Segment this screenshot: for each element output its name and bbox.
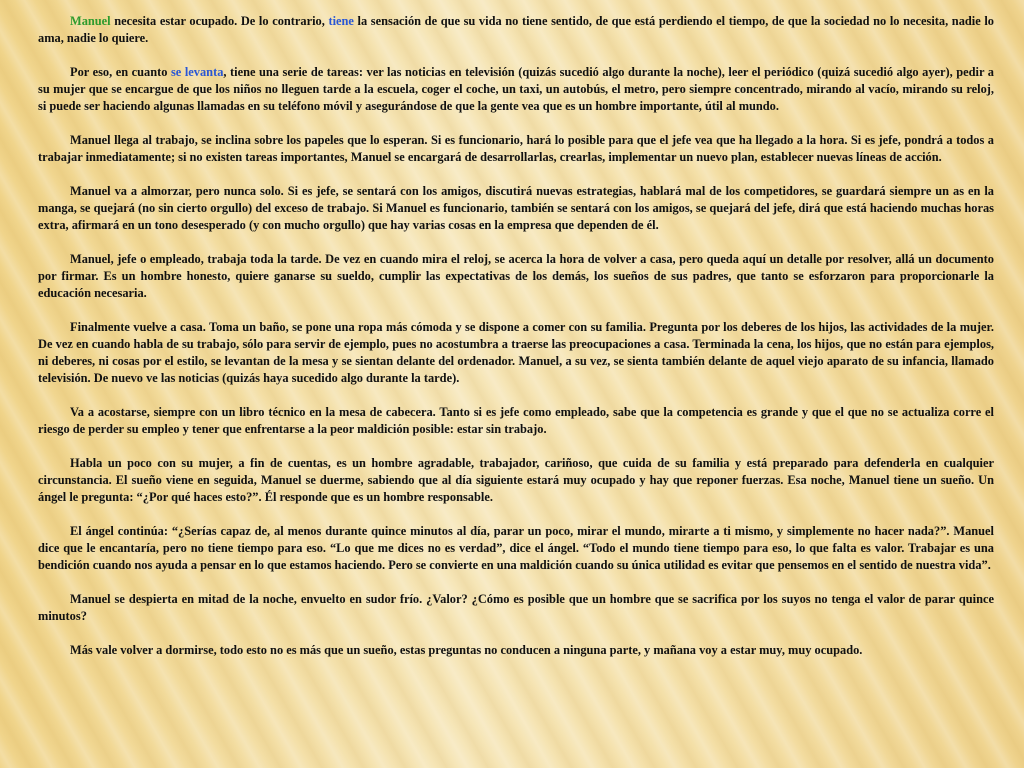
paragraph-5: Manuel, jefe o empleado, trabaja toda la tarde. De vez en cuando mira el reloj, se acerca la hora de volver a casa, pero queda aquí un detalle por resolver, allá un documento por firmar. Es un hombre honesto, quiere ganarse su sueldo, cumplir las expectativas de los demás, los sueños de sus padres, que tanto se esforzaron para proporcionarle la educación necesaria. bbox=[38, 252, 994, 300]
highlight-se-levanta: se levanta bbox=[170, 65, 224, 79]
paragraph-4: Manuel va a almorzar, pero nunca solo. Si es jefe, se sentará con los amigos, discutirá nuevas estrategias, hablará mal de los competidores, se guardará siempre un as en la manga, se quejará (no sin cierto orgullo) del exceso de trabajo. Si Manuel es funcionario, también se sentará con los amigos, se quejará del jefe, dirá que está haciendo muchas horas extra, afirmará en un tono desesperado (y con mucho orgullo) que hay varias cosas en la empresa que dependen de él. bbox=[38, 184, 994, 232]
paragraph-text: , tiene una serie de tareas: ver las noticias en televisión (quizás sucedió algo durante la noche), leer el periódico (quizá sucedió algo ayer), pedir a su mujer que se encargue de que los niños no lleguen tarde a la escuela, coger el coche, un taxi, un autobús, el metro, pero siempre concentrado, mirando al vacío, mirando su reloj, si puede ser haciendo algunas llamadas en su teléfono móvil y asegurándose de que la gente vea que es un hombre importante, útil al mundo. bbox=[38, 65, 994, 113]
paragraph-3: Manuel llega al trabajo, se inclina sobre los papeles que lo esperan. Si es funcionario, hará lo posible para que el jefe vea que ha llegado a la hora. Si es jefe, pondrá a todos a trabajar inmediatamente; si no existen tareas importantes, Manuel se encargará de desarrollarlas, crearlas, implementar un nuevo plan, establecer nuevas líneas de acción. bbox=[38, 133, 994, 164]
paragraph-11: Más vale volver a dormirse, todo esto no es más que un sueño, estas preguntas no conducen a ninguna parte, y mañana voy a estar muy, muy ocupado. bbox=[70, 643, 863, 657]
paragraph-2 bbox=[38, 64, 994, 115]
paragraph-text: la sensación de que su vida no tiene sentido, de que está perdiendo el tiempo, de que la sociedad no lo necesita, nadie lo ama, nadie lo quiere. bbox=[38, 14, 994, 45]
highlight-manuel: Manuel bbox=[70, 14, 111, 28]
paragraph-6: Finalmente vuelve a casa. Toma un baño, se pone una ropa más cómoda y se dispone a comer con su familia. Pregunta por los deberes de los hijos, las actividades de la mujer. De vez en cuando habla de su trabajo, sólo para servir de ejemplo, pues no acostumbra a traerse las preocupaciones a casa. Terminada la cena, los hijos, que no están para ejemplos, ni deberes, ni cosas por el estilo, se levantan de la mesa y se sientan delante del ordenador. Manuel, a su vez, se sienta también delante de aquel viejo aparato de su infancia, llamado televisión. De nuevo ve las noticias (quizás haya sucedido algo durante la tarde). bbox=[38, 320, 994, 385]
paragraph-10: Manuel se despierta en mitad de la noche, envuelto en sudor frío. ¿Valor? ¿Cómo es posible que un hombre que se sacrifica por los suyos no tenga el valor de parar quince minutos? bbox=[38, 592, 994, 623]
paragraph-text: Por eso, en cuanto bbox=[70, 65, 171, 79]
paragraph-1 bbox=[38, 13, 994, 47]
paragraph-9: El ángel continúa: “¿Serías capaz de, al menos durante quince minutos al día, parar un poco, mirar el mundo, mirarte a ti mismo, y simplemente no hacer nada?”. Manuel dice que le encantaría, pero no tiene tiempo para eso. “Lo que me dices no es verdad”, dice el ángel. “Todo el mundo tiene tiempo para eso, lo que falta es valor. Trabajar es una bendición cuando nos ayuda a pensar en lo que estamos haciendo. Pero se convierte en una maldición cuando su única utilidad es evitar que pensemos en el sentido de nuestra vida”. bbox=[38, 524, 994, 572]
paragraph-8: Habla un poco con su mujer, a fin de cuentas, es un hombre agradable, trabajador, cariñoso, que cuida de su familia y está preparado para defenderla en cualquier circunstancia. El sueño viene en seguida, Manuel se duerme, sabiendo que al día siguiente estará muy ocupado y hay que reponer fuerzas. Esa noche, Manuel tiene un sueño. Un ángel le pregunta: “¿Por qué haces esto?”. Él responde que es un hombre responsable. bbox=[38, 456, 994, 504]
highlight-tiene: tiene bbox=[328, 14, 354, 28]
paragraph-text: necesita estar ocupado. De lo contrario, bbox=[110, 14, 329, 28]
paragraph-7: Va a acostarse, siempre con un libro técnico en la mesa de cabecera. Tanto si es jefe como empleado, sabe que la competencia es grande y que el que no se actualiza corre el riesgo de perder su empleo y tener que enfrentarse a la peor maldición posible: estar sin trabajo. bbox=[38, 405, 994, 436]
document-body bbox=[38, 13, 994, 659]
